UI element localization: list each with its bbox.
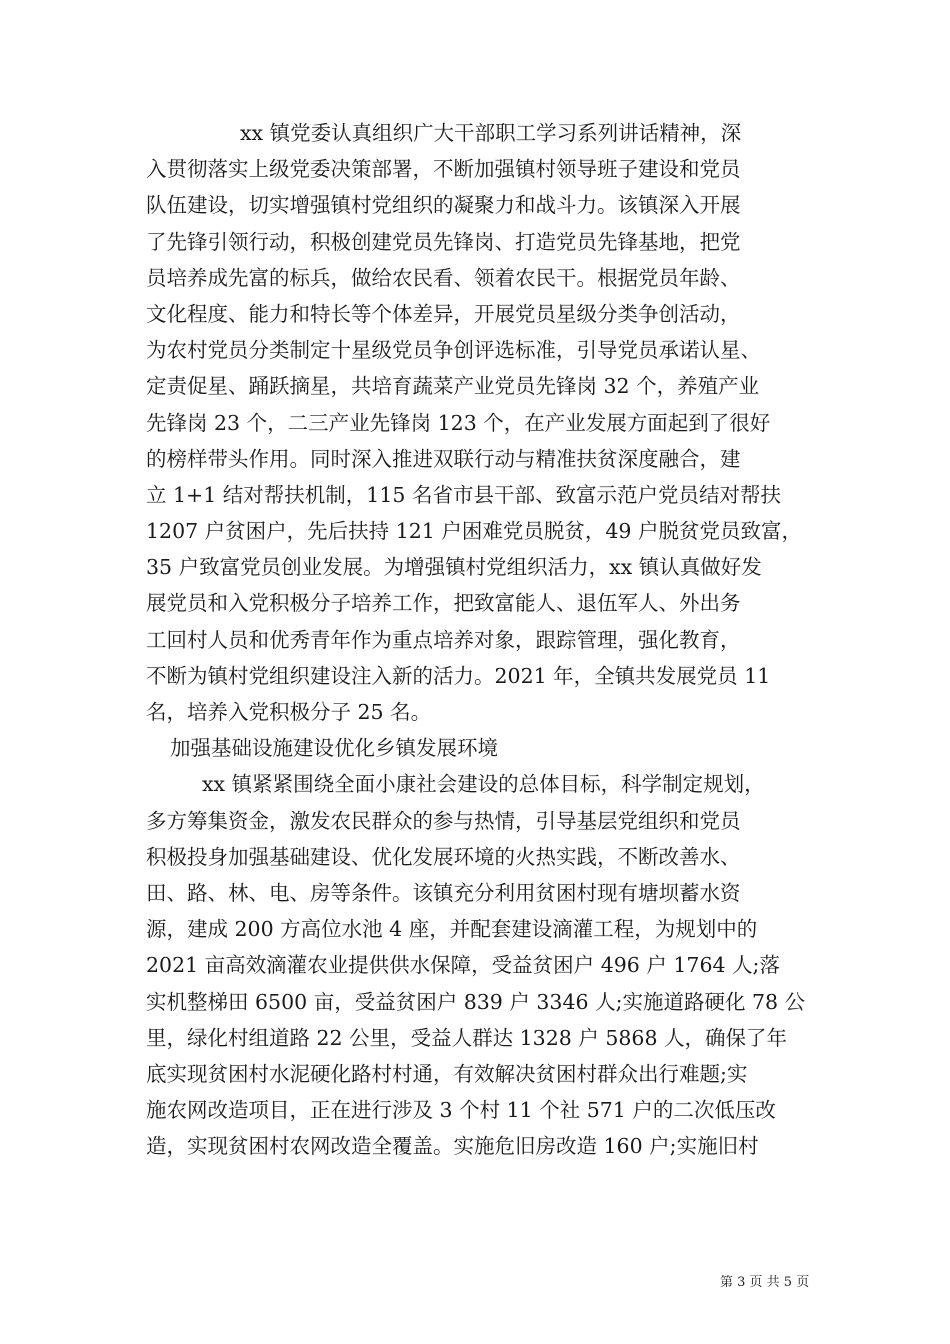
document-body xyxy=(146,115,816,1164)
text-line: 田、路、林、电、房等条件。该镇充分利用贫困村现有塘坝蓄水资 xyxy=(146,880,741,905)
paragraph-party-building xyxy=(146,115,816,730)
text-line: 为农村党员分类制定十星级党员争创评选标准，引导党员承诺认星、 xyxy=(146,338,761,363)
text-line: 工回村人员和优秀青年作为重点培养对象，跟踪管理，强化教育， xyxy=(146,627,741,652)
section-heading: 加强基础设施建设优化乡镇发展环境 xyxy=(170,736,498,761)
page-number: 第 3 页 共 5 页 xyxy=(720,1275,810,1290)
text-line: 立 1+1 结对帮扶机制，115 名省市县干部、致富示范户党员结对帮扶 xyxy=(146,482,781,507)
text-line: 底实现贫困村水泥硬化路村村通，有效解决贫困村群众出行难题;实 xyxy=(146,1061,748,1086)
text-line: 多方筹集资金，激发农民群众的参与热情，引导基层党组织和党员 xyxy=(146,808,741,833)
paragraph-infrastructure xyxy=(146,766,816,1164)
text-line: 里，绿化村组道路 22 公里，受益人群达 1328 户 5868 人，确保了年 xyxy=(146,1025,788,1050)
text-line: 了先锋引领行动，积极创建党员先锋岗、打造党员先锋基地，把党 xyxy=(146,229,741,254)
text-line: xx 镇党委认真组织广大干部职工学习系列讲话精神，深 xyxy=(240,121,742,145)
text-line: 入贯彻落实上级党委决策部署，不断加强镇村领导班子建设和党员 xyxy=(146,157,741,182)
text-line: 造，实现贫困村农网改造全覆盖。实施危旧房改造 160 户;实施旧村 xyxy=(146,1134,759,1159)
text-line: 35 户致富党员创业发展。为增强镇村党组织活力，xx 镇认真做好发 xyxy=(146,555,762,580)
text-line: xx 镇紧紧围绕全面小康社会建设的总体目标，科学制定规划， xyxy=(202,772,765,797)
text-line: 展党员和入党积极分子培养工作，把致富能人、退伍军人、外出务 xyxy=(146,591,741,616)
text-line: 不断为镇村党组织建设注入新的活力。2021 年，全镇共发展党员 11 xyxy=(146,663,771,688)
text-line: 实机整梯田 6500 亩，受益贫困户 839 户 3346 人;实施道路硬化 78 公 xyxy=(146,989,806,1014)
text-line: 队伍建设，切实增强镇村党组织的凝聚力和战斗力。该镇深入开展 xyxy=(146,193,741,218)
text-line: 积极投身加强基础建设、优化发展环境的火热实践，不断改善水、 xyxy=(146,844,741,869)
text-line: 1207 户贫困户，先后扶持 121 户困难党员脱贫，49 户脱贫党员致富， xyxy=(146,519,802,544)
text-line: 定责促星、踊跃摘星，共培育蔬菜产业党员先锋岗 32 个，养殖产业 xyxy=(146,374,760,399)
text-line: 源，建成 200 方高位水池 4 座，并配套建设滴灌工程，为规划中的 xyxy=(146,917,758,942)
text-line: 的榜样带头作用。同时深入推进双联行动与精准扶贫深度融合，建 xyxy=(146,446,741,471)
text-line: 先锋岗 23 个，二三产业先锋岗 123 个，在产业发展方面起到了很好 xyxy=(146,410,771,435)
text-line: 施农网改造项目，正在进行涉及 3 个村 11 个社 571 户的二次低压改 xyxy=(146,1098,776,1123)
text-line: 2021 亩高效滴灌农业提供供水保障，受益贫困户 496 户 1764 人;落 xyxy=(146,953,780,978)
text-line: 文化程度、能力和特长等个体差异，开展党员星级分类争创活动， xyxy=(146,301,741,326)
text-line: 员培养成先富的标兵，做给农民看、领着农民干。根据党员年龄、 xyxy=(146,265,741,290)
text-line: 名，培养入党积极分子 25 名。 xyxy=(146,700,432,724)
